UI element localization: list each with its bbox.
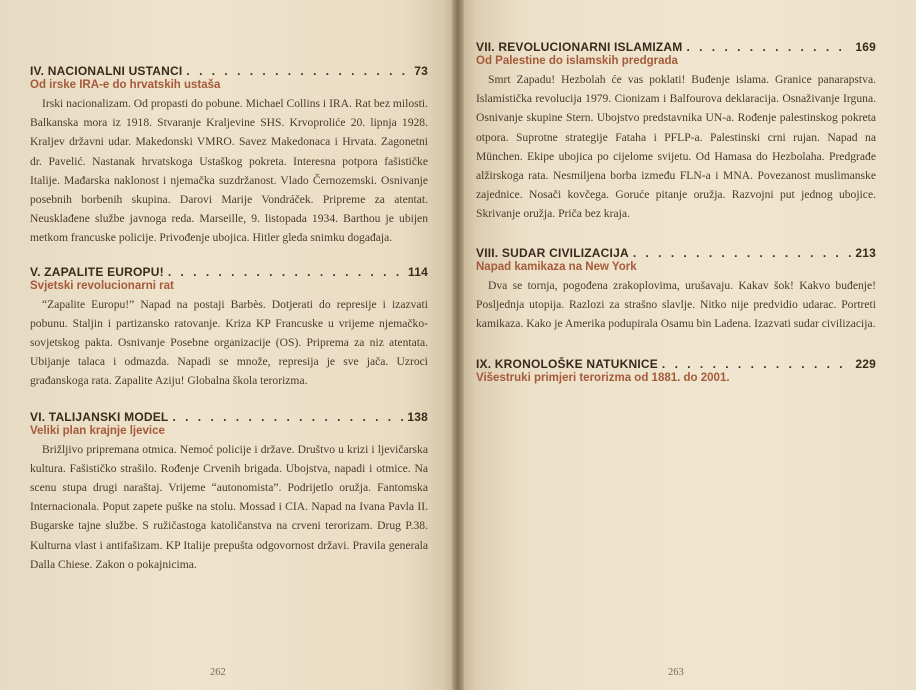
- chapter-heading: [30, 265, 428, 279]
- chapter-ix: [476, 357, 876, 386]
- chapter-subtitle: Od Palestine do islamskih predgrada: [476, 55, 678, 67]
- chapter-page-number: 229: [855, 357, 876, 372]
- chapter-summary: Smrt Zapadu! Hezbolah će vas poklati! Buđenje islama. Granice panarapstva. Islamistička revolucija 1979. Cionizam i Balfourova deklaracija. Osnaživanje Irguna. Osnivanje skupine Stern. Ubojstvo predstavnika UN-a. Rođenje palestinskog pokreta otpora. Suprotne strategije Fataha i PFLP-a. Palestinski crni rujan. Napad na München. Ekipe ubojica po cijelome svijetu. Od Hamasa do Hezbolaha. Predgrađe alžirskoga rata. Nesmiljena borba između FLN-a i MNA. Povezanost muslimanske zajednice. Nosači kovčega. Goruće pitanje oružja. Razvojni put jednog ubojice. Skrivanje oružja. Priča bez kraja.: [476, 73, 876, 221]
- chapter-iv: [30, 64, 428, 248]
- chapter-page-number: 169: [855, 40, 876, 54]
- chapter-heading: [476, 246, 876, 260]
- book-spine-shadow: [452, 0, 464, 690]
- chapter-subtitle: Veliki plan krajnje ljevice: [30, 424, 165, 437]
- chapter-summary: Irski nacionalizam. Od propasti do pobune. Michael Collins i IRA. Rat bez milosti. Balkanska mora iz 1918. Stvaranje Kraljevine SHS. Krvoproliće 20. lipnja 1928. Kraljev državni udar. Makedonski VMRO. Savez Makedonaca i Hrvata. Zagonetni dr. Pavelić. Nastanak hrvatskoga Ustaškog pokreta. Interesna potpora fašističke Italije. Mađarska naklonost i njemačka suzdržanost. Vlado Černozemski. Osnivanje posebnih borbenih skupina. Darovi Marije Vondráček. Pripreme za atentat. Neusklađene službe javnoga reda. Marseille, 9. listopada 1934. Barthou je ubijen metkom francuske policije. Privođenje ubojica. Hitler gleda snimku događaja.: [30, 97, 428, 245]
- chapter-title: V. ZAPALITE EUROPU!: [30, 264, 164, 279]
- right-page: [458, 0, 916, 690]
- chapter-title: IX. KRONOLOŠKE NATUKNICE: [476, 357, 658, 372]
- leader-dots: [662, 357, 851, 371]
- chapter-summary: Brižljivo pripremana otmica. Nemoć policije i države. Društvo u krizi i ljevičarska kultura. Fašističko strašilo. Rođenje Crvenih brigada. Ubojstva, napadi i otmice. Na scenu stupa drugi naraštaj. Vrijeme “autonomista”. Podrijetlo oružja. Fantomska Internacionala. Poput zapete puške na stolu. Mossad i CIA. Napad na Ivana Pavla II. Bugarske tajne službe. S ružičastoga katoličanstva na crveni terorizam. Drug P.38. Kulturna vlast i antifašizam. KP Italije prepušta odgovornost državi. Pravila generala Dalla Chiese. Zakon o pokajnicima.: [30, 442, 428, 571]
- chapter-subtitle: Višestruki primjeri terorizma od 1881. do 2001.: [476, 372, 730, 385]
- chapter-vi: [30, 410, 428, 574]
- chapter-heading: [30, 410, 428, 424]
- leader-dots: [172, 410, 403, 424]
- chapter-subtitle: Svjetski revolucionarni rat: [30, 279, 174, 292]
- chapter-page-number: 114: [408, 264, 428, 279]
- leader-dots: [186, 64, 410, 78]
- chapter-page-number: 73: [414, 64, 428, 78]
- chapter-page-number: 213: [855, 245, 876, 260]
- chapter-subtitle: Napad kamikaza na New York: [476, 260, 637, 273]
- leader-dots: [633, 246, 852, 260]
- chapter-vii: [476, 40, 876, 224]
- leader-dots: [686, 40, 851, 54]
- page-number: 262: [210, 667, 226, 678]
- chapter-viii: [476, 246, 876, 334]
- chapter-page-number: 138: [407, 409, 428, 424]
- leader-dots: [168, 265, 404, 279]
- chapter-title: VIII. SUDAR CIVILIZACIJA: [476, 245, 629, 260]
- chapter-title: IV. NACIONALNI USTANCI: [30, 64, 183, 78]
- chapter-heading: [30, 64, 428, 78]
- chapter-summary: “Zapalite Europu!” Napad na postaji Barbès. Dotjerati do represije i izazvati pobunu. Staljin i partizansko ratovanje. Kriza KP Francuske u vrijeme njemačko-sovjetskog pakta. Osnivanje Posebne organizacije (OS). Priprema za niz atentata. Ubijanje talaca i odmazda. Napadi se množe, represija je sve jača. Uzroci građanskoga rata. Zapalite Aziju! Globalna škola terorizma.: [30, 297, 428, 388]
- chapter-summary: Dva se tornja, pogođena zrakoplovima, urušavaju. Kakav šok! Kakvo buđenje! Posljednja utopija. Razlozi za strašno slavlje. Nitko nije predvidio udarac. Portreti kamikaza. Kako je Amerika podupirala Osamu bin Ladena. Izazvati sudar civilizacija.: [476, 278, 876, 331]
- chapter-title: VI. TALIJANSKI MODEL: [30, 409, 169, 424]
- chapter-heading: [476, 357, 876, 371]
- chapter-title: VII. REVOLUCIONARNI ISLAMIZAM: [476, 40, 683, 54]
- chapter-heading: [476, 40, 876, 54]
- chapter-subtitle: Od irske IRA-e do hrvatskih ustaša: [30, 79, 221, 91]
- chapter-v: [30, 265, 428, 391]
- page-number: 263: [668, 667, 684, 678]
